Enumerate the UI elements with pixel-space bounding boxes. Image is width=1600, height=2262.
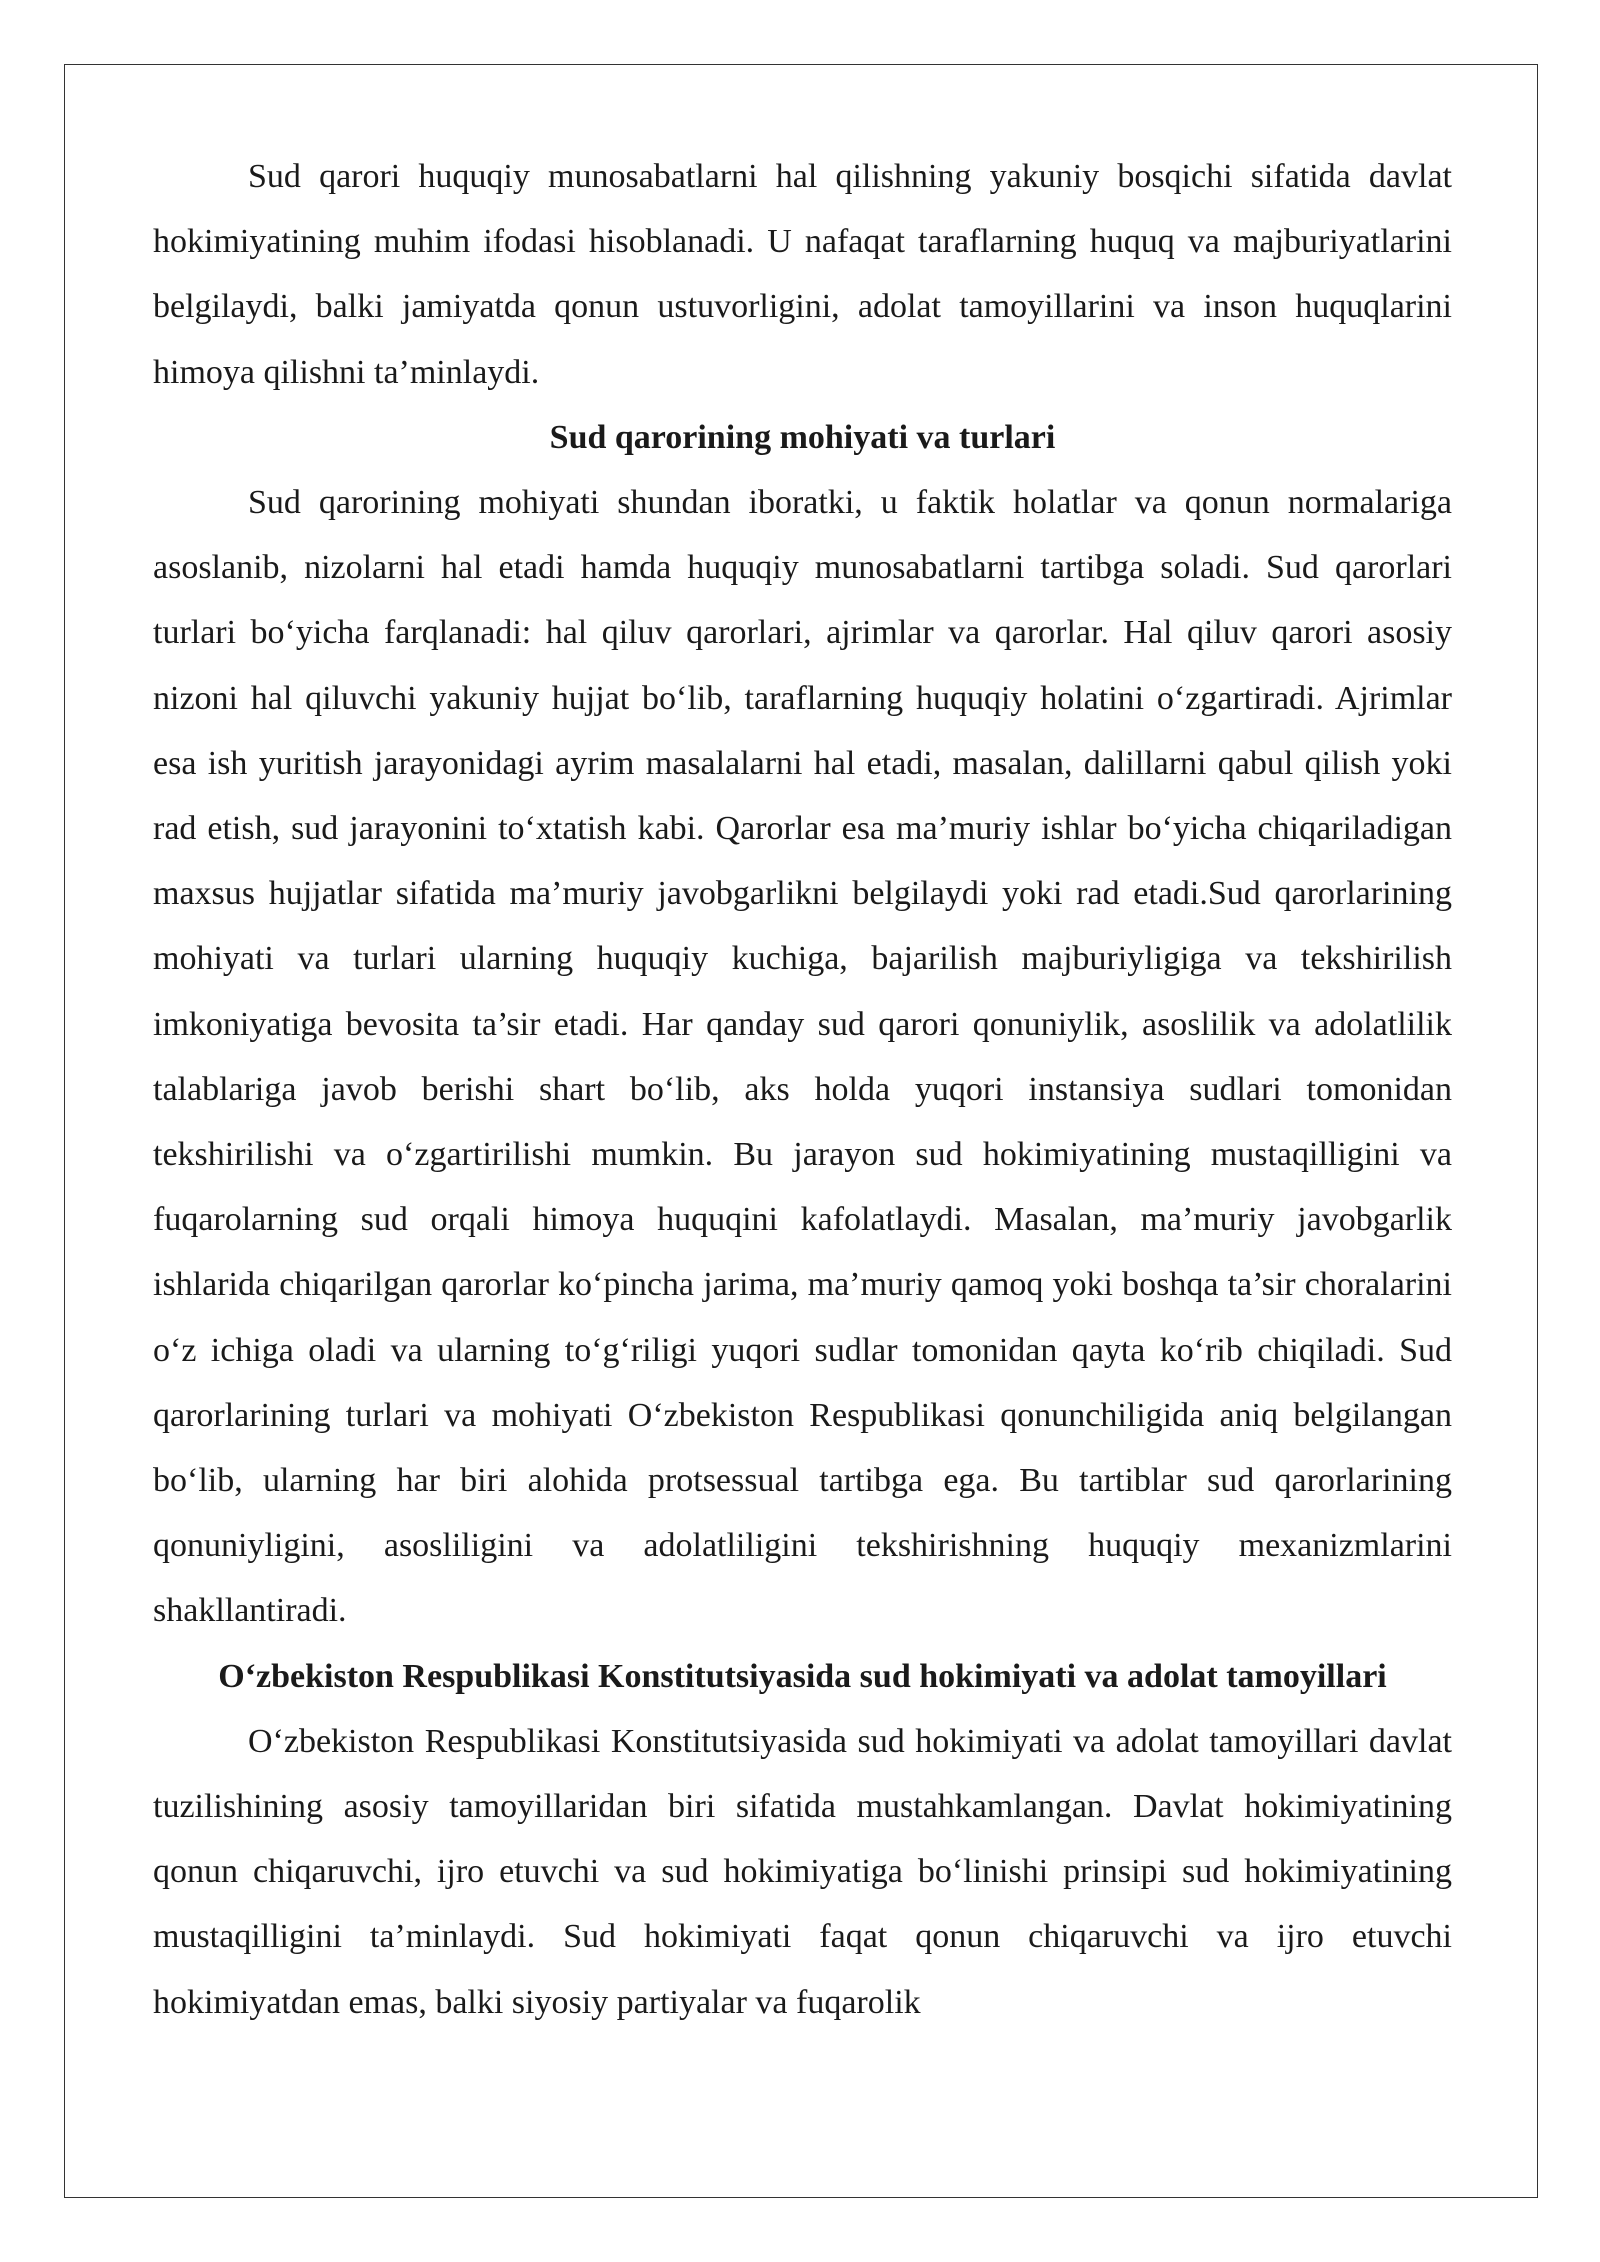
paragraph-intro: Sud qarori huquqiy munosabatlarni hal qilishning yakuniy bosqichi sifatida davlat hokimiyatining muhim ifodasi hisoblanadi. U nafaqat taraflarning huquq va majburiyatlarini belgilaydi, balki jamiyatda qonun ustuvorligini, adolat tamoyillarini va inson huquqlarini himoya qilishni ta’minlaydi. (153, 158, 1452, 391)
paragraph-constitution: O‘zbekiston Respublikasi Konstitutsiyasida sud hokimiyati va adolat tamoyillari davlat tuzilishining asosiy tamoyillaridan biri sifatida mustahkamlangan. Davlat hokimiyatining qonun chiqaruvchi, ijro etuvchi va sud hokimiyatiga bo‘linishi prinsipi sud hokimiyatining mustaqilligini ta’minlaydi. Sud hokimiyati faqat qonun chiqaruvchi va ijro etuvchi hokimiyatdan emas, balki siyosiy partiyalar va fuqarolik (153, 1722, 1452, 2021)
heading-constitution: O‘zbekiston Respublikasi Konstitutsiyasida sud hokimiyati va adolat tamoyillari (218, 1657, 1387, 1695)
paragraph-essence: Sud qarorining mohiyati shundan iboratki, u faktik holatlar va qonun normalariga asoslanib, nizolarni hal etadi hamda huquqiy munosabatlarni tartibga soladi. Sud qarorlari turlari bo‘yicha farqlanadi: hal qiluv qarorlari, ajrimlar va qarorlar. Hal qiluv qarori asosiy nizoni hal qiluvchi yakuniy hujjat bo‘lib, taraflarning huquqiy holatini o‘zgartiradi. Ajrimlar esa ish yuritish jarayonidagi ayrim masalalarni hal etadi, masalan, dalillarni qabul qilish yoki rad etish, sud jarayonini to‘xtatish kabi. Qarorlar esa ma’muriy ishlar bo‘yicha chiqariladigan maxsus hujjatlar sifatida ma’muriy javobgarlikni belgilaydi yoki rad etadi.Sud qarorlarining mohiyati va turlari ularning huquqiy kuchiga, bajarilish majburiyligiga va tekshirilish imkoniyatiga bevosita ta’sir etadi. Har qanday sud qarori qonuniylik, asoslilik va adolatlilik talablariga javob berishi shart bo‘lib, aks holda yuqori instansiya sudlari tomonidan tekshirilishi va o‘zgartirilishi mumkin. Bu jarayon sud hokimiyatining mustaqilligini va fuqarolarning sud orqali himoya huquqini kafolatlaydi. Masalan, ma’muriy javobgarlik ishlarida chiqarilgan qarorlar ko‘pincha jarima, ma’muriy qamoq yoki boshqa ta’sir choralarini o‘z ichiga oladi va ularning to‘g‘riligi yuqori sudlar tomonidan qayta ko‘rib chiqiladi. Sud qarorlarining turlari va mohiyati O‘zbekiston Respublikasi qonunchiligida aniq belgilangan bo‘lib, ularning har biri alohida protsessual tartibga ega. Bu tartiblar sud qarorlarining qonuniyligini, asosliligini va adolatliligini tekshirishning huquqiy mexanizmlarini shakllantiradi. (153, 484, 1452, 1630)
heading-essence-types: Sud qarorining mohiyati va turlari (549, 418, 1056, 456)
document-body (153, 144, 1452, 2035)
